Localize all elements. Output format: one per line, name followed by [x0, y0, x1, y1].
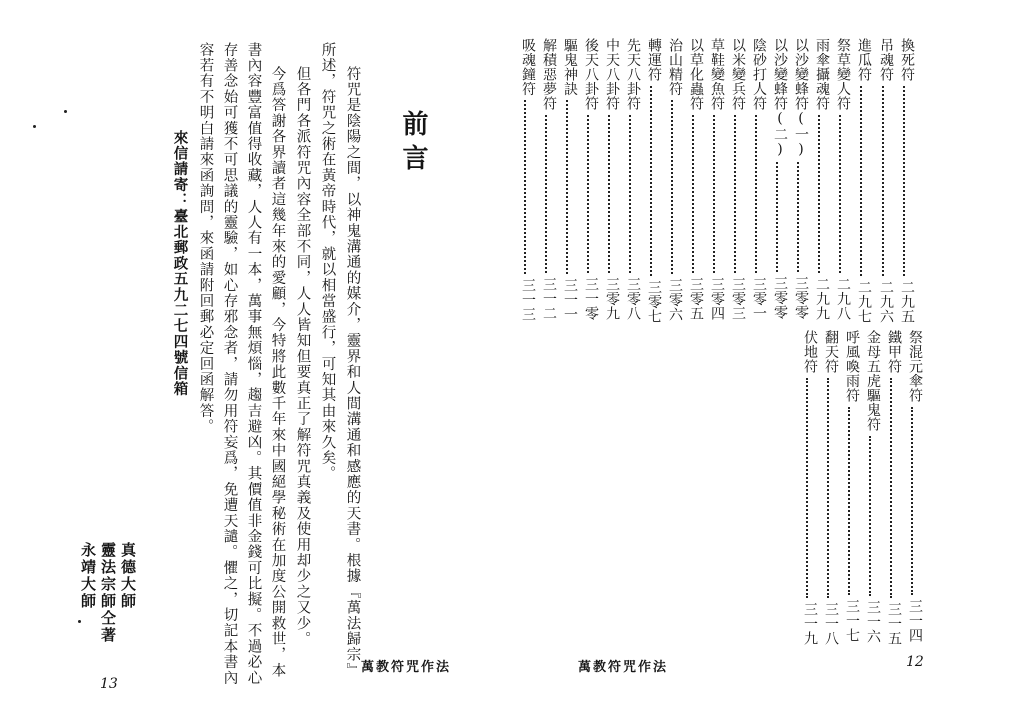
toc-title: 翻天符 [823, 330, 839, 374]
toc-page: 三零六 [667, 278, 683, 322]
toc-title: 驅鬼神訣 [562, 38, 578, 96]
toc-entry [865, 330, 881, 643]
preface-heading: 前言 [398, 110, 428, 178]
toc-entry [626, 38, 640, 320]
toc-title: 中天八卦符 [604, 38, 620, 111]
toc-page: 三零八 [625, 276, 641, 320]
preface-paragraph-line: 容若有不明白請來函詢問，來函請附回郵必定回函解答。 [197, 42, 214, 435]
toc-entry [689, 38, 703, 320]
preface-paragraph-line: 但各門各派符咒內容全部不同，人人皆知但要真正了解符咒真義及使用却少之又少。 [294, 66, 311, 647]
scan-speck [33, 125, 36, 128]
toc-title: 吸魂鐘符 [520, 38, 536, 96]
toc-page: 二九六 [878, 279, 894, 323]
toc-entry [794, 38, 808, 320]
toc-page: 三一一 [562, 278, 578, 322]
toc-entry [899, 38, 915, 323]
toc-title: 鐵甲符 [886, 330, 902, 374]
toc-title: 雨傘攝魂符 [814, 38, 830, 111]
mailing-address: 來信請寄：臺北郵政五九二七四號信箱 [171, 130, 189, 397]
toc-entry [646, 38, 662, 323]
toc-page: 三零一 [751, 276, 767, 320]
author-signature: 永靖大師 [79, 542, 97, 610]
toc-entry [886, 330, 902, 645]
page-number-right: 12 [906, 654, 924, 670]
toc-title: 祭混元傘符 [907, 330, 923, 403]
toc-title: 以沙變蜂符(二) [772, 38, 788, 158]
toc-title: 草鞋變魚符 [709, 38, 725, 111]
toc-page: 三一六 [865, 599, 881, 643]
toc-entry [752, 38, 766, 320]
preface-paragraph-line: 書內容豐富值得收藏，人人有一本，萬事無煩惱，趨吉避凶。其價值非金錢可比擬。不過必心 [245, 42, 262, 686]
toc-entry [605, 38, 619, 320]
toc-title: 解積惡夢符 [541, 38, 557, 111]
page-number-left: 13 [100, 676, 118, 692]
toc-entry [563, 38, 577, 320]
toc-entry [823, 330, 839, 645]
toc-title: 伏地符 [802, 330, 818, 374]
toc-entry [731, 38, 745, 320]
toc-entry [878, 38, 894, 323]
toc-entry [521, 38, 535, 320]
toc-entry [815, 38, 829, 320]
toc-entry [908, 330, 922, 640]
page-footer-right: 萬教符咒作法 [578, 660, 669, 675]
toc-title: 吊魂符 [878, 38, 894, 82]
scan-speck [78, 620, 81, 623]
toc-title: 祭草變人符 [835, 38, 851, 111]
toc-entry [773, 38, 787, 320]
toc-page: 二九九 [814, 276, 830, 320]
toc-title: 金母五虎驅鬼符 [865, 330, 881, 432]
toc-page: 二九八 [835, 276, 851, 320]
toc-page: 三一二 [541, 276, 557, 320]
toc-title: 先天八卦符 [625, 38, 641, 111]
toc-title: 以草化蟲符 [688, 38, 704, 111]
toc-page: 三零零 [772, 276, 788, 320]
toc-page: 三一四 [907, 598, 923, 642]
author-signature: 真德大師 [119, 542, 137, 610]
toc-page: 三零三 [730, 276, 746, 320]
preface-paragraph-line: 今爲答謝各界讀者這幾年來的愛顧，今特將此數千年來中國絕學秘術在加度公開救世，本 [269, 66, 286, 679]
page-footer-left: 萬教符咒作法 [361, 660, 452, 675]
toc-page: 二九七 [856, 279, 872, 323]
toc-page: 三一三 [520, 278, 536, 322]
toc-page: 三零九 [604, 276, 620, 320]
toc-entry [542, 38, 556, 320]
toc-title: 以沙變蜂符(一) [793, 38, 809, 158]
toc-title: 治山精符 [667, 38, 683, 96]
toc-page: 三一八 [823, 601, 839, 645]
toc-title: 後天八卦符 [583, 38, 599, 111]
toc-title: 呼風喚雨符 [844, 330, 860, 403]
toc-entry [836, 38, 850, 320]
toc-title: 換死符 [899, 38, 915, 82]
scan-speck [64, 110, 67, 113]
toc-page: 三一九 [802, 601, 818, 645]
preface-paragraph-line: 存善念始可獲不可思議的靈驗，如心存邪念者，請勿用符妄爲，免遭天譴。懼之，切記本書內 [221, 42, 238, 686]
toc-entry [856, 38, 872, 323]
toc-page: 三一零 [583, 276, 599, 320]
toc-page: 二九五 [899, 279, 915, 323]
toc-entry [584, 38, 598, 320]
toc-title: 轉運符 [646, 38, 662, 82]
toc-title: 以米變兵符 [730, 38, 746, 111]
preface-paragraph-line: 所述，符咒之術在黃帝時代，就以相當盛行，可知其由來久矣。 [319, 42, 336, 482]
toc-title: 陰砂打人符 [751, 38, 767, 111]
toc-page: 三零五 [688, 276, 704, 320]
toc-title: 進瓜符 [856, 38, 872, 82]
toc-page: 三一五 [886, 601, 902, 645]
toc-entry [710, 38, 724, 320]
toc-entry [845, 330, 859, 640]
toc-entry [668, 38, 682, 320]
toc-entry [802, 330, 818, 645]
toc-page: 三零四 [709, 276, 725, 320]
toc-page: 三零七 [646, 279, 662, 323]
toc-page: 三零零 [793, 276, 809, 320]
author-signature: 靈法宗師仝著 [99, 542, 117, 644]
preface-paragraph-line: 符咒是陰陽之間，以神鬼溝通的媒介，靈界和人間溝通和感應的天書。根據『萬法歸宗』 [344, 66, 361, 679]
toc-page: 三一七 [844, 598, 860, 642]
